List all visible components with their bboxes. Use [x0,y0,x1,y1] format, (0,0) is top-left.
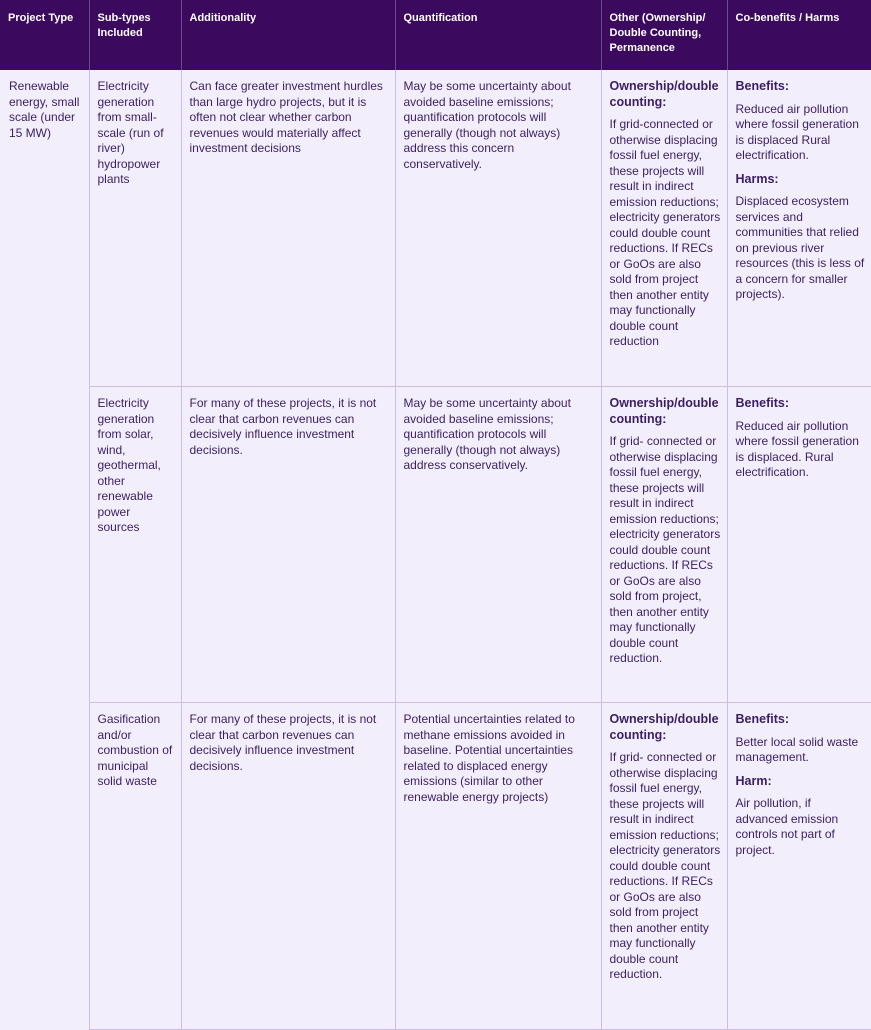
header-quantification: Quantification [395,0,601,70]
other-cell [601,70,727,387]
subtype-cell: Gasification and/or combustion of municipal solid waste [89,703,181,1030]
table-row [0,703,871,1030]
header-other: Other (Ownership/ Double Counting, Permanence [601,0,727,70]
header-co-benefits: Co-benefits / Harms [727,0,871,70]
subtype-cell: Electricity generation from small-scale (run of river) hydropower plants [89,70,181,387]
other-cell [601,703,727,1030]
benefits-title: Benefits: [735,79,789,93]
other-text: If grid- connected or otherwise displacing fossil fuel energy, these projects will result in indirect emission reductions; electricity generators could double count reductions. If RECs or GoOs are also sold from project then another entity may functionally double count reduction. [609,750,721,981]
subtype-cell: Electricity generation from solar, wind, geothermal, other renewable power sources [89,387,181,703]
other-title: Ownership/double counting: [609,79,719,109]
header-project-type: Project Type [0,0,89,70]
project-type-cell: Renewable energy, small scale (under 15 MW) [0,70,89,1030]
harms-title: Harm: [735,773,772,788]
co-benefits-cell [727,703,871,1030]
benefits-title: Benefits: [735,712,789,726]
quantification-cell: May be some uncertainty about avoided baseline emissions; quantification protocols will generally (though not always) address conservatively. [395,387,601,703]
quantification-cell: May be some uncertainty about avoided baseline emissions; quantification protocols will generally (though not always) address this concern conservatively. [395,70,601,387]
other-title: Ownership/double counting: [609,712,719,742]
co-benefits-cell [727,387,871,703]
benefits-title: Benefits: [735,396,789,410]
benefits-text: Reduced air pollution where fossil generation is displaced. Rural electrification. [735,418,859,479]
additionality-cell: Can face greater investment hurdles than large hydro projects, but it is often not clear whether carbon revenues would materially affect investment decisions [181,70,395,387]
harms-text: Displaced ecosystem services and communities that relied on previous river resources (this is less of a concern for smaller projects). [735,194,865,301]
harms-text: Air pollution, if advanced emission controls not part of project. [735,796,839,857]
co-benefits-cell [727,70,871,387]
quantification-cell: Potential uncertainties related to methane emissions avoided in baseline. Potential uncertainties related to displaced energy emissions (similar to other renewable energy projects) [395,703,601,1030]
benefits-text: Reduced air pollution where fossil generation is displaced Rural electrification. [735,101,859,162]
other-title: Ownership/double counting: [609,396,719,426]
table-row [0,387,871,703]
additionality-cell: For many of these projects, it is not clear that carbon revenues can decisively influence investment decisions. [181,387,395,703]
header-sub-types: Sub-types Included [89,0,181,70]
table-row [0,70,871,387]
other-cell [601,387,727,703]
other-text: If grid-connected or otherwise displacing fossil fuel energy, these projects will result in indirect emission reductions; electricity generators could double count reductions. If RECs or GoOs are also sold from project then another entity may functionally double count reduction [609,117,721,348]
other-text: If grid- connected or otherwise displacing fossil fuel energy, these projects will result in indirect emission reductions; electricity generators could double count reductions. If RECs or GoOs are also sold from project, then another entity may functionally double count reduction. [609,434,721,665]
harms-title: Harms: [735,171,779,186]
benefits-text: Better local solid waste management. [735,734,859,764]
header-row [0,0,871,70]
additionality-cell: For many of these projects, it is not clear that carbon revenues can decisively influence investment decisions. [181,703,395,1030]
header-additionality: Additionality [181,0,395,70]
